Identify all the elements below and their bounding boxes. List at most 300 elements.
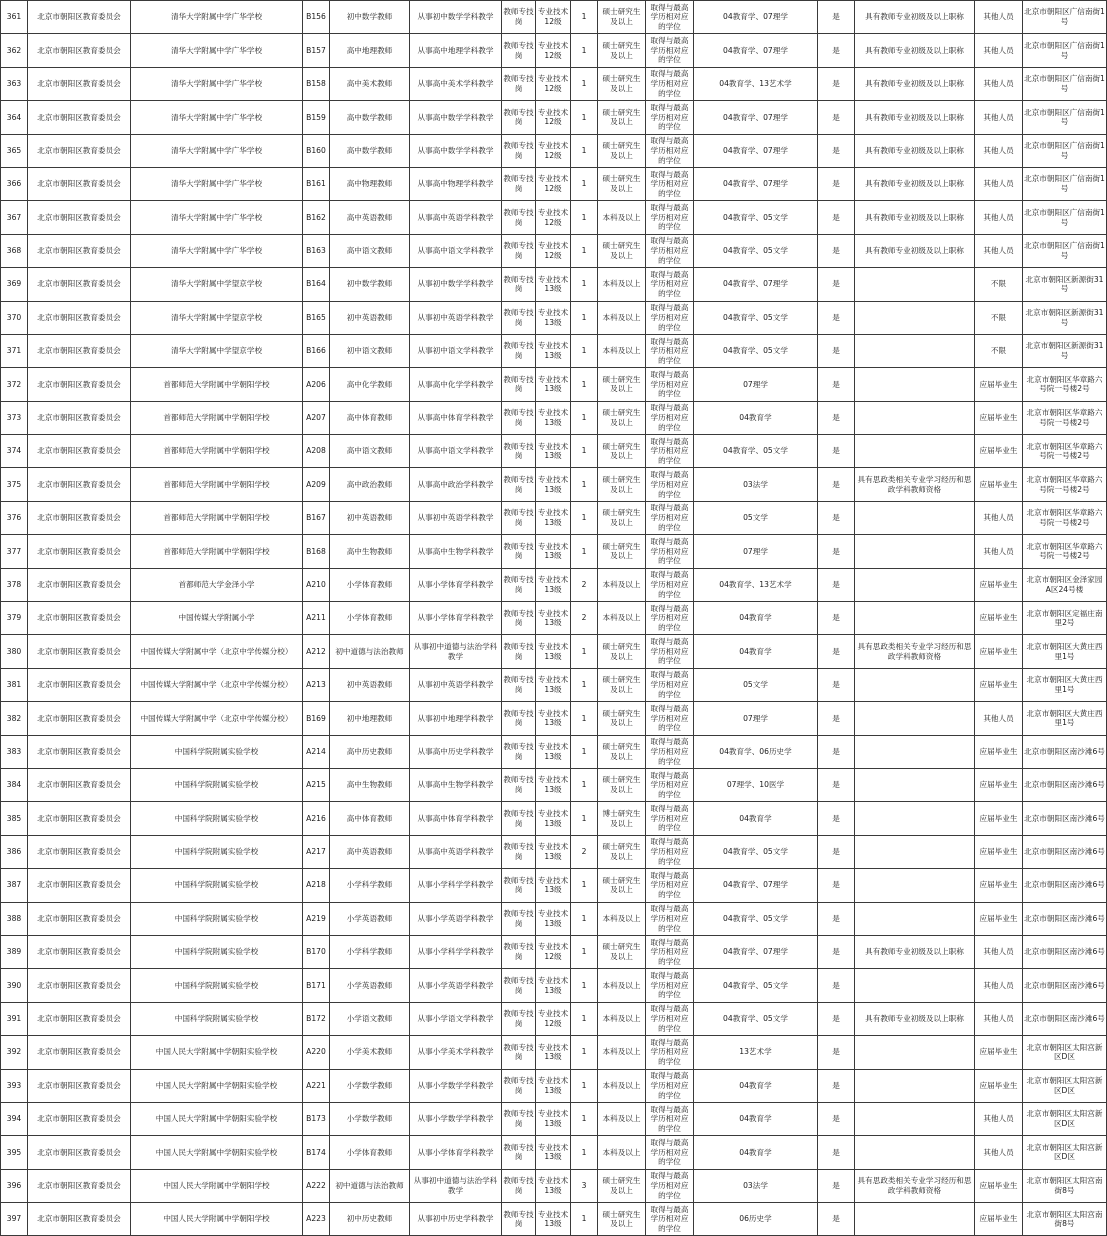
address-cell: 北京市朝阳区南沙滩6号 (1023, 802, 1107, 835)
position-code-cell: A209 (303, 468, 330, 501)
department-cell: 北京市朝阳区教育委员会 (28, 301, 131, 334)
applicant-type-cell: 其他人员 (975, 67, 1023, 100)
department-cell: 北京市朝阳区教育委员会 (28, 1203, 131, 1236)
unit-cell: 清华大学附属中学广华学校 (131, 167, 303, 200)
applicant-type-cell: 应届毕业生 (975, 835, 1023, 868)
department-cell: 北京市朝阳区教育委员会 (28, 969, 131, 1002)
education-cell: 硕士研究生及以上 (598, 234, 646, 267)
major-cell: 04教育学、05文学 (694, 969, 818, 1002)
position-name-cell: 高中体育教师 (330, 401, 410, 434)
post-level-cell: 专业技术13级 (536, 735, 571, 768)
other-requirements-cell (855, 1136, 975, 1169)
table-row (1, 1102, 1107, 1135)
table-body (1, 1, 1107, 1236)
beijing-hukou-cell: 是 (818, 368, 855, 401)
post-category-cell: 教师专技岗 (502, 101, 536, 134)
table-row (1, 67, 1107, 100)
other-requirements-cell (855, 301, 975, 334)
job-description-cell: 从事高中数学学科教学 (410, 134, 502, 167)
position-code-cell: B161 (303, 167, 330, 200)
post-category-cell: 教师专技岗 (502, 67, 536, 100)
post-category-cell: 教师专技岗 (502, 1002, 536, 1035)
unit-cell: 首都师范大学附属中学朝阳学校 (131, 435, 303, 468)
department-cell: 北京市朝阳区教育委员会 (28, 635, 131, 668)
address-cell: 北京市朝阳区新源街31号 (1023, 301, 1107, 334)
address-cell: 北京市朝阳区太阳宫南街8号 (1023, 1203, 1107, 1236)
applicant-type-cell: 不限 (975, 334, 1023, 367)
post-level-cell: 专业技术12级 (536, 134, 571, 167)
degree-cell: 取得与最高学历相对应的学位 (646, 201, 694, 234)
education-cell: 本科及以上 (598, 1036, 646, 1069)
department-cell: 北京市朝阳区教育委员会 (28, 1136, 131, 1169)
seq-cell: 396 (1, 1169, 28, 1202)
unit-cell: 中国人民大学附属中学朝阳实验学校 (131, 1136, 303, 1169)
other-requirements-cell: 具有教师专业初级及以上职称 (855, 1, 975, 34)
job-description-cell: 从事小学数学学科教学 (410, 1069, 502, 1102)
position-name-cell: 高中化学教师 (330, 368, 410, 401)
degree-cell: 取得与最高学历相对应的学位 (646, 468, 694, 501)
post-level-cell: 专业技术13级 (536, 301, 571, 334)
table-row (1, 568, 1107, 601)
department-cell: 北京市朝阳区教育委员会 (28, 34, 131, 67)
applicant-type-cell: 其他人员 (975, 101, 1023, 134)
degree-cell: 取得与最高学历相对应的学位 (646, 668, 694, 701)
major-cell: 04教育学 (694, 1102, 818, 1135)
address-cell: 北京市朝阳区广信南街1号 (1023, 134, 1107, 167)
post-category-cell: 教师专技岗 (502, 1069, 536, 1102)
department-cell: 北京市朝阳区教育委员会 (28, 1002, 131, 1035)
post-category-cell: 教师专技岗 (502, 835, 536, 868)
major-cell: 04教育学、05文学 (694, 301, 818, 334)
table-row (1, 301, 1107, 334)
job-description-cell: 从事初中历史学科教学 (410, 1203, 502, 1236)
department-cell: 北京市朝阳区教育委员会 (28, 1069, 131, 1102)
applicant-type-cell: 其他人员 (975, 201, 1023, 234)
applicant-type-cell: 应届毕业生 (975, 1169, 1023, 1202)
address-cell: 北京市朝阳区华章路六号院一号楼2号 (1023, 535, 1107, 568)
education-cell: 本科及以上 (598, 568, 646, 601)
education-cell: 硕士研究生及以上 (598, 768, 646, 801)
applicant-type-cell: 其他人员 (975, 134, 1023, 167)
degree-cell: 取得与最高学历相对应的学位 (646, 902, 694, 935)
education-cell: 硕士研究生及以上 (598, 67, 646, 100)
beijing-hukou-cell: 是 (818, 1069, 855, 1102)
headcount-cell: 1 (571, 635, 598, 668)
position-name-cell: 初中地理教师 (330, 702, 410, 735)
job-description-cell: 从事小学美术学科教学 (410, 1036, 502, 1069)
position-code-cell: A216 (303, 802, 330, 835)
education-cell: 本科及以上 (598, 1102, 646, 1135)
other-requirements-cell (855, 1069, 975, 1102)
unit-cell: 中国传媒大学附属中学（北京中学传媒分校） (131, 635, 303, 668)
seq-cell: 387 (1, 869, 28, 902)
seq-cell: 394 (1, 1102, 28, 1135)
degree-cell: 取得与最高学历相对应的学位 (646, 101, 694, 134)
department-cell: 北京市朝阳区教育委员会 (28, 1, 131, 34)
department-cell: 北京市朝阳区教育委员会 (28, 234, 131, 267)
address-cell: 北京市朝阳区南沙滩6号 (1023, 935, 1107, 968)
position-name-cell: 初中英语教师 (330, 301, 410, 334)
education-cell: 硕士研究生及以上 (598, 167, 646, 200)
post-category-cell: 教师专技岗 (502, 1203, 536, 1236)
address-cell: 北京市朝阳区华章路六号院一号楼2号 (1023, 501, 1107, 534)
seq-cell: 368 (1, 234, 28, 267)
address-cell: 北京市朝阳区大黄庄西里1号 (1023, 668, 1107, 701)
post-category-cell: 教师专技岗 (502, 301, 536, 334)
seq-cell: 365 (1, 134, 28, 167)
position-code-cell: A212 (303, 635, 330, 668)
unit-cell: 清华大学附属中学广华学校 (131, 234, 303, 267)
applicant-type-cell: 其他人员 (975, 234, 1023, 267)
post-level-cell: 专业技术13级 (536, 268, 571, 301)
post-level-cell: 专业技术13级 (536, 1069, 571, 1102)
position-name-cell: 初中道德与法治教师 (330, 635, 410, 668)
beijing-hukou-cell: 是 (818, 34, 855, 67)
major-cell: 04教育学、05文学 (694, 234, 818, 267)
beijing-hukou-cell: 是 (818, 1102, 855, 1135)
post-level-cell: 专业技术13级 (536, 602, 571, 635)
major-cell: 07理学、10医学 (694, 768, 818, 801)
degree-cell: 取得与最高学历相对应的学位 (646, 1102, 694, 1135)
applicant-type-cell: 其他人员 (975, 535, 1023, 568)
seq-cell: 362 (1, 34, 28, 67)
applicant-type-cell: 其他人员 (975, 1102, 1023, 1135)
other-requirements-cell: 具有教师专业初级及以上职称 (855, 101, 975, 134)
degree-cell: 取得与最高学历相对应的学位 (646, 1169, 694, 1202)
other-requirements-cell (855, 735, 975, 768)
unit-cell: 中国传媒大学附属中学（北京中学传媒分校） (131, 702, 303, 735)
job-description-cell: 从事小学数学学科教学 (410, 1102, 502, 1135)
position-name-cell: 小学美术教师 (330, 1036, 410, 1069)
other-requirements-cell (855, 768, 975, 801)
degree-cell: 取得与最高学历相对应的学位 (646, 268, 694, 301)
beijing-hukou-cell: 是 (818, 67, 855, 100)
education-cell: 硕士研究生及以上 (598, 1169, 646, 1202)
position-code-cell: B167 (303, 501, 330, 534)
table-row (1, 1069, 1107, 1102)
major-cell: 04教育学、05文学 (694, 334, 818, 367)
position-code-cell: B160 (303, 134, 330, 167)
position-code-cell: A207 (303, 401, 330, 434)
major-cell: 06历史学 (694, 1203, 818, 1236)
major-cell: 13艺术学 (694, 1036, 818, 1069)
table-row (1, 768, 1107, 801)
address-cell: 北京市朝阳区太阳宫新区D区 (1023, 1069, 1107, 1102)
unit-cell: 中国人民大学附属中学朝阳学校 (131, 1203, 303, 1236)
post-level-cell: 专业技术13级 (536, 568, 571, 601)
post-level-cell: 专业技术13级 (536, 1136, 571, 1169)
degree-cell: 取得与最高学历相对应的学位 (646, 368, 694, 401)
beijing-hukou-cell: 是 (818, 535, 855, 568)
seq-cell: 391 (1, 1002, 28, 1035)
address-cell: 北京市朝阳区大黄庄西里1号 (1023, 635, 1107, 668)
headcount-cell: 1 (571, 201, 598, 234)
headcount-cell: 2 (571, 602, 598, 635)
job-description-cell: 从事高中化学学科教学 (410, 368, 502, 401)
education-cell: 硕士研究生及以上 (598, 368, 646, 401)
beijing-hukou-cell: 是 (818, 268, 855, 301)
job-description-cell: 从事高中语文学科教学 (410, 435, 502, 468)
position-name-cell: 小学数学教师 (330, 1069, 410, 1102)
headcount-cell: 1 (571, 167, 598, 200)
education-cell: 硕士研究生及以上 (598, 401, 646, 434)
major-cell: 04教育学 (694, 401, 818, 434)
seq-cell: 371 (1, 334, 28, 367)
unit-cell: 中国科学院附属实验学校 (131, 869, 303, 902)
job-description-cell: 从事小学语文学科教学 (410, 1002, 502, 1035)
job-description-cell: 从事初中语文学科教学 (410, 334, 502, 367)
position-name-cell: 小学英语教师 (330, 969, 410, 1002)
post-category-cell: 教师专技岗 (502, 1102, 536, 1135)
department-cell: 北京市朝阳区教育委员会 (28, 1169, 131, 1202)
job-description-cell: 从事小学科学学科教学 (410, 935, 502, 968)
other-requirements-cell (855, 535, 975, 568)
post-level-cell: 专业技术13级 (536, 1102, 571, 1135)
position-code-cell: B158 (303, 67, 330, 100)
department-cell: 北京市朝阳区教育委员会 (28, 334, 131, 367)
headcount-cell: 1 (571, 1203, 598, 1236)
table-row (1, 602, 1107, 635)
beijing-hukou-cell: 是 (818, 702, 855, 735)
table-row (1, 869, 1107, 902)
post-level-cell: 专业技术13级 (536, 702, 571, 735)
seq-cell: 397 (1, 1203, 28, 1236)
position-name-cell: 小学英语教师 (330, 902, 410, 935)
education-cell: 本科及以上 (598, 301, 646, 334)
address-cell: 北京市朝阳区南沙滩6号 (1023, 835, 1107, 868)
beijing-hukou-cell: 是 (818, 802, 855, 835)
seq-cell: 378 (1, 568, 28, 601)
address-cell: 北京市朝阳区华章路六号院一号楼2号 (1023, 401, 1107, 434)
degree-cell: 取得与最高学历相对应的学位 (646, 334, 694, 367)
address-cell: 北京市朝阳区太阳宫新区D区 (1023, 1102, 1107, 1135)
address-cell: 北京市朝阳区南沙滩6号 (1023, 735, 1107, 768)
applicant-type-cell: 其他人员 (975, 34, 1023, 67)
post-category-cell: 教师专技岗 (502, 401, 536, 434)
major-cell: 04教育学、07理学 (694, 134, 818, 167)
beijing-hukou-cell: 是 (818, 902, 855, 935)
job-description-cell: 从事高中政治学科教学 (410, 468, 502, 501)
unit-cell: 中国科学院附属实验学校 (131, 768, 303, 801)
major-cell: 04教育学、07理学 (694, 34, 818, 67)
post-category-cell: 教师专技岗 (502, 234, 536, 267)
education-cell: 硕士研究生及以上 (598, 935, 646, 968)
post-category-cell: 教师专技岗 (502, 668, 536, 701)
applicant-type-cell: 应届毕业生 (975, 635, 1023, 668)
headcount-cell: 1 (571, 234, 598, 267)
position-name-cell: 小学语文教师 (330, 1002, 410, 1035)
table-row (1, 435, 1107, 468)
beijing-hukou-cell: 是 (818, 1169, 855, 1202)
degree-cell: 取得与最高学历相对应的学位 (646, 234, 694, 267)
other-requirements-cell (855, 435, 975, 468)
beijing-hukou-cell: 是 (818, 668, 855, 701)
seq-cell: 381 (1, 668, 28, 701)
major-cell: 04教育学、13艺术学 (694, 67, 818, 100)
beijing-hukou-cell: 是 (818, 301, 855, 334)
unit-cell: 中国传媒大学附属中学（北京中学传媒分校） (131, 668, 303, 701)
department-cell: 北京市朝阳区教育委员会 (28, 368, 131, 401)
address-cell: 北京市朝阳区华章路六号院一号楼2号 (1023, 368, 1107, 401)
post-level-cell: 专业技术12级 (536, 67, 571, 100)
position-name-cell: 高中语文教师 (330, 435, 410, 468)
post-category-cell: 教师专技岗 (502, 602, 536, 635)
position-name-cell: 高中体育教师 (330, 802, 410, 835)
applicant-type-cell: 应届毕业生 (975, 668, 1023, 701)
post-category-cell: 教师专技岗 (502, 702, 536, 735)
position-code-cell: B163 (303, 234, 330, 267)
seq-cell: 369 (1, 268, 28, 301)
unit-cell: 中国传媒大学附属小学 (131, 602, 303, 635)
job-description-cell: 从事初中数学学科教学 (410, 268, 502, 301)
post-category-cell: 教师专技岗 (502, 568, 536, 601)
post-category-cell: 教师专技岗 (502, 768, 536, 801)
education-cell: 本科及以上 (598, 1002, 646, 1035)
applicant-type-cell: 其他人员 (975, 1, 1023, 34)
headcount-cell: 1 (571, 535, 598, 568)
job-description-cell: 从事高中语文学科教学 (410, 234, 502, 267)
position-name-cell: 小学科学教师 (330, 935, 410, 968)
headcount-cell: 2 (571, 835, 598, 868)
beijing-hukou-cell: 是 (818, 835, 855, 868)
post-level-cell: 专业技术12级 (536, 1, 571, 34)
education-cell: 硕士研究生及以上 (598, 468, 646, 501)
seq-cell: 363 (1, 67, 28, 100)
position-code-cell: A214 (303, 735, 330, 768)
unit-cell: 中国科学院附属实验学校 (131, 802, 303, 835)
position-name-cell: 初中历史教师 (330, 1203, 410, 1236)
applicant-type-cell: 应届毕业生 (975, 568, 1023, 601)
table-row (1, 668, 1107, 701)
seq-cell: 367 (1, 201, 28, 234)
major-cell: 04教育学 (694, 1069, 818, 1102)
table-row (1, 702, 1107, 735)
post-level-cell: 专业技术13级 (536, 468, 571, 501)
degree-cell: 取得与最高学历相对应的学位 (646, 869, 694, 902)
seq-cell: 392 (1, 1036, 28, 1069)
job-description-cell: 从事小学科学学科教学 (410, 869, 502, 902)
job-description-cell: 从事高中历史学科教学 (410, 735, 502, 768)
education-cell: 本科及以上 (598, 334, 646, 367)
applicant-type-cell: 不限 (975, 268, 1023, 301)
seq-cell: 376 (1, 501, 28, 534)
beijing-hukou-cell: 是 (818, 234, 855, 267)
unit-cell: 中国科学院附属实验学校 (131, 902, 303, 935)
post-category-cell: 教师专技岗 (502, 435, 536, 468)
job-description-cell: 从事初中地理学科教学 (410, 702, 502, 735)
seq-cell: 373 (1, 401, 28, 434)
beijing-hukou-cell: 是 (818, 768, 855, 801)
education-cell: 硕士研究生及以上 (598, 835, 646, 868)
department-cell: 北京市朝阳区教育委员会 (28, 1036, 131, 1069)
table-row (1, 1036, 1107, 1069)
education-cell: 本科及以上 (598, 969, 646, 1002)
major-cell: 04教育学、07理学 (694, 1, 818, 34)
other-requirements-cell: 具有教师专业初级及以上职称 (855, 34, 975, 67)
unit-cell: 首都师范大学附属中学朝阳学校 (131, 401, 303, 434)
headcount-cell: 1 (571, 1136, 598, 1169)
department-cell: 北京市朝阳区教育委员会 (28, 535, 131, 568)
unit-cell: 中国科学院附属实验学校 (131, 969, 303, 1002)
department-cell: 北京市朝阳区教育委员会 (28, 802, 131, 835)
education-cell: 硕士研究生及以上 (598, 735, 646, 768)
post-level-cell: 专业技术13级 (536, 1203, 571, 1236)
major-cell: 03法学 (694, 1169, 818, 1202)
post-category-cell: 教师专技岗 (502, 201, 536, 234)
department-cell: 北京市朝阳区教育委员会 (28, 735, 131, 768)
address-cell: 北京市朝阳区太阳宫南街8号 (1023, 1169, 1107, 1202)
applicant-type-cell: 应届毕业生 (975, 1069, 1023, 1102)
headcount-cell: 1 (571, 435, 598, 468)
table-row (1, 1136, 1107, 1169)
seq-cell: 393 (1, 1069, 28, 1102)
table-row (1, 401, 1107, 434)
post-level-cell: 专业技术13级 (536, 334, 571, 367)
major-cell: 04教育学、05文学 (694, 1002, 818, 1035)
headcount-cell: 1 (571, 134, 598, 167)
post-level-cell: 专业技术12级 (536, 34, 571, 67)
job-description-cell: 从事高中英语学科教学 (410, 201, 502, 234)
education-cell: 硕士研究生及以上 (598, 668, 646, 701)
address-cell: 北京市朝阳区大黄庄西里1号 (1023, 702, 1107, 735)
position-name-cell: 高中生物教师 (330, 535, 410, 568)
position-name-cell: 高中数学教师 (330, 101, 410, 134)
job-description-cell: 从事高中数学学科教学 (410, 101, 502, 134)
headcount-cell: 1 (571, 969, 598, 1002)
post-category-cell: 教师专技岗 (502, 468, 536, 501)
beijing-hukou-cell: 是 (818, 568, 855, 601)
position-code-cell: B172 (303, 1002, 330, 1035)
other-requirements-cell: 具有教师专业初级及以上职称 (855, 134, 975, 167)
education-cell: 硕士研究生及以上 (598, 501, 646, 534)
other-requirements-cell (855, 869, 975, 902)
position-code-cell: B162 (303, 201, 330, 234)
job-description-cell: 从事小学英语学科教学 (410, 969, 502, 1002)
applicant-type-cell: 其他人员 (975, 1136, 1023, 1169)
beijing-hukou-cell: 是 (818, 134, 855, 167)
other-requirements-cell (855, 1203, 975, 1236)
position-code-cell: A223 (303, 1203, 330, 1236)
position-code-cell: A213 (303, 668, 330, 701)
beijing-hukou-cell: 是 (818, 201, 855, 234)
post-category-cell: 教师专技岗 (502, 501, 536, 534)
seq-cell: 374 (1, 435, 28, 468)
major-cell: 04教育学、07理学 (694, 101, 818, 134)
education-cell: 硕士研究生及以上 (598, 134, 646, 167)
job-description-cell: 从事高中体育学科教学 (410, 802, 502, 835)
headcount-cell: 1 (571, 468, 598, 501)
job-description-cell: 从事小学体育学科教学 (410, 568, 502, 601)
position-name-cell: 高中物理教师 (330, 167, 410, 200)
degree-cell: 取得与最高学历相对应的学位 (646, 768, 694, 801)
post-level-cell: 专业技术13级 (536, 969, 571, 1002)
headcount-cell: 1 (571, 735, 598, 768)
major-cell: 07理学 (694, 368, 818, 401)
major-cell: 04教育学、05文学 (694, 201, 818, 234)
other-requirements-cell (855, 802, 975, 835)
education-cell: 本科及以上 (598, 902, 646, 935)
position-name-cell: 初中英语教师 (330, 501, 410, 534)
headcount-cell: 1 (571, 101, 598, 134)
seq-cell: 395 (1, 1136, 28, 1169)
degree-cell: 取得与最高学历相对应的学位 (646, 34, 694, 67)
major-cell: 05文学 (694, 668, 818, 701)
post-level-cell: 专业技术13级 (536, 535, 571, 568)
address-cell: 北京市朝阳区广信南街1号 (1023, 101, 1107, 134)
degree-cell: 取得与最高学历相对应的学位 (646, 501, 694, 534)
unit-cell: 清华大学附属中学望京学校 (131, 301, 303, 334)
seq-cell: 384 (1, 768, 28, 801)
